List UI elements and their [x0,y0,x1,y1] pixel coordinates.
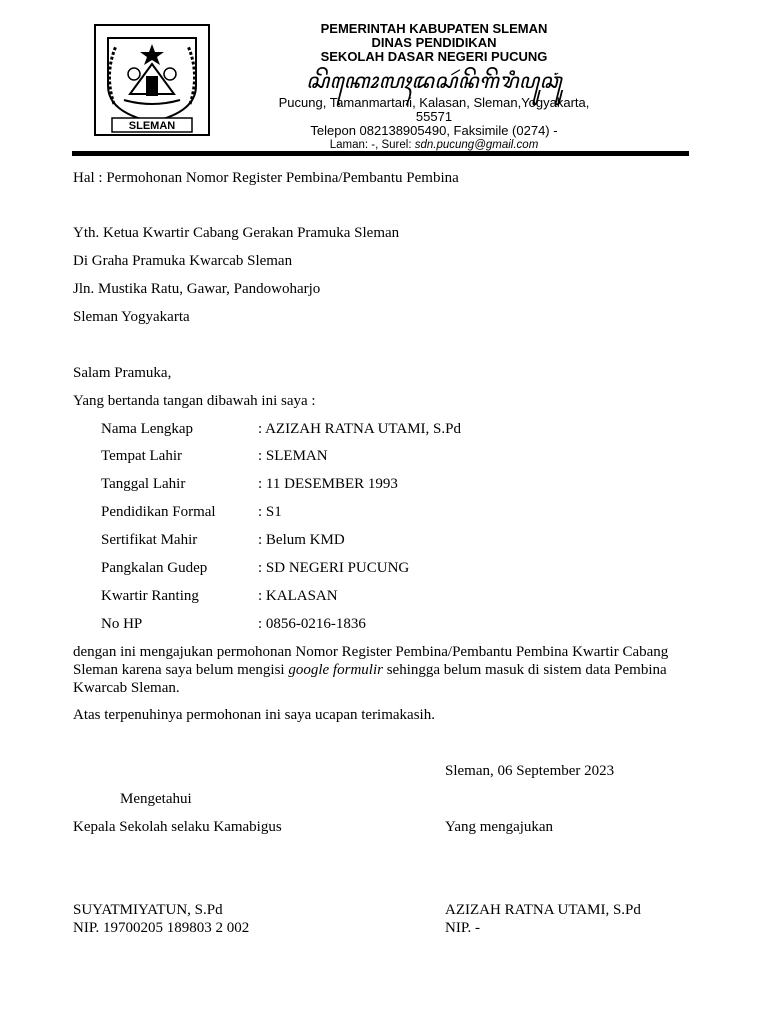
letterhead-line3: SEKOLAH DASAR NEGERI PUCUNG [320,49,548,64]
letterhead-phone: Telepon 082138905490, Faksimile (0274) - [310,123,558,138]
greeting: Salam Pramuka, [73,365,172,381]
letterhead-web [260,138,608,152]
field-label: Pangkalan Gudep [101,560,208,576]
right-signatory-name: AZIZAH RATNA UTAMI, S.Pd [445,902,641,918]
subject-line: Hal : Permohonan Nomor Register Pembina/Pembantu Pembina [73,170,459,186]
field-value: : SD NEGERI PUCUNG [258,560,410,576]
field-value: : 11 DESEMBER 1993 [258,476,398,492]
field-value: : Belum KMD [258,532,345,548]
letterhead-address: Pucung, Tamanmartani, Kalasan, Sleman,Yogyakarta, 55571 [278,95,590,124]
recipient-line-1: Yth. Ketua Kwartir Cabang Gerakan Pramuka Sleman [73,225,400,241]
field-value: : AZIZAH RATNA UTAMI, S.Pd [258,421,461,437]
left-signatory-name: SUYATMIYATUN, S.Pd [73,902,223,918]
field-label: Tempat Lahir [101,448,182,464]
recipient-line-4: Sleman Yogyakarta [73,309,190,325]
body-text-italic: google formulir [288,662,383,678]
left-signatory-role: Kepala Sekolah selaku Kamabigus [73,819,282,835]
sleman-regency-logo [94,24,210,136]
field-value: : KALASAN [258,588,338,604]
recipient-line-2: Di Graha Pramuka Kwarcab Sleman [73,253,293,269]
letterhead-line2: DINAS PENDIDIKAN [371,35,497,50]
field-label: Sertifikat Mahir [101,532,198,548]
letterhead-divider [72,151,689,156]
body-paragraph [73,643,693,697]
field-label: Nama Lengkap [101,421,194,437]
web-prefix: Laman: -, Surel: [329,139,415,151]
field-label: Tanggal Lahir [101,476,186,492]
field-value: : S1 [258,504,282,520]
letterhead-javanese-script: ꦱꦼꦏꦺꦴꦭꦃꦢꦱꦂꦤꦼꦒꦼꦫꦶꦥꦸꦕꦸꦁ [306,69,562,93]
field-value: : 0856-0216-1836 [258,616,366,632]
letterhead-line1: PEMERINTAH KABUPATEN SLEMAN [320,21,548,36]
recipient-line-3: Jln. Mustika Ratu, Gawar, Pandowoharjo [73,281,321,297]
field-value: : SLEMAN [258,448,328,464]
field-label: Kwartir Ranting [101,588,199,604]
right-signatory-nip: NIP. - [445,920,481,936]
field-label: No HP [101,616,143,632]
intro: Yang bertanda tangan dibawah ini saya : [73,393,316,409]
left-signatory-nip: NIP. 19700205 189803 2 002 [73,920,250,936]
letterhead [260,22,608,152]
body-text-1: dengan ini mengajukan permohonan Nomor Register Pembina/Pembantu Pembina Kwartir Cabang Sleman karena saya belum mengisi [73,644,669,678]
email-link[interactable]: sdn.pucung@gmail.com [414,139,539,151]
place-date: Sleman, 06 September 2023 [445,763,615,779]
acknowledged-label: Mengetahui [120,791,192,807]
logo-label: SLEMAN [128,120,176,132]
body-text-2: sehingga belum masuk di sistem data Pembina Kwarcab Sleman. [73,662,667,696]
closing: Atas terpenuhinya permohonan ini saya ucapan terimakasih. [73,707,435,723]
field-label: Pendidikan Formal [101,504,216,520]
right-signatory-role: Yang mengajukan [445,819,554,835]
